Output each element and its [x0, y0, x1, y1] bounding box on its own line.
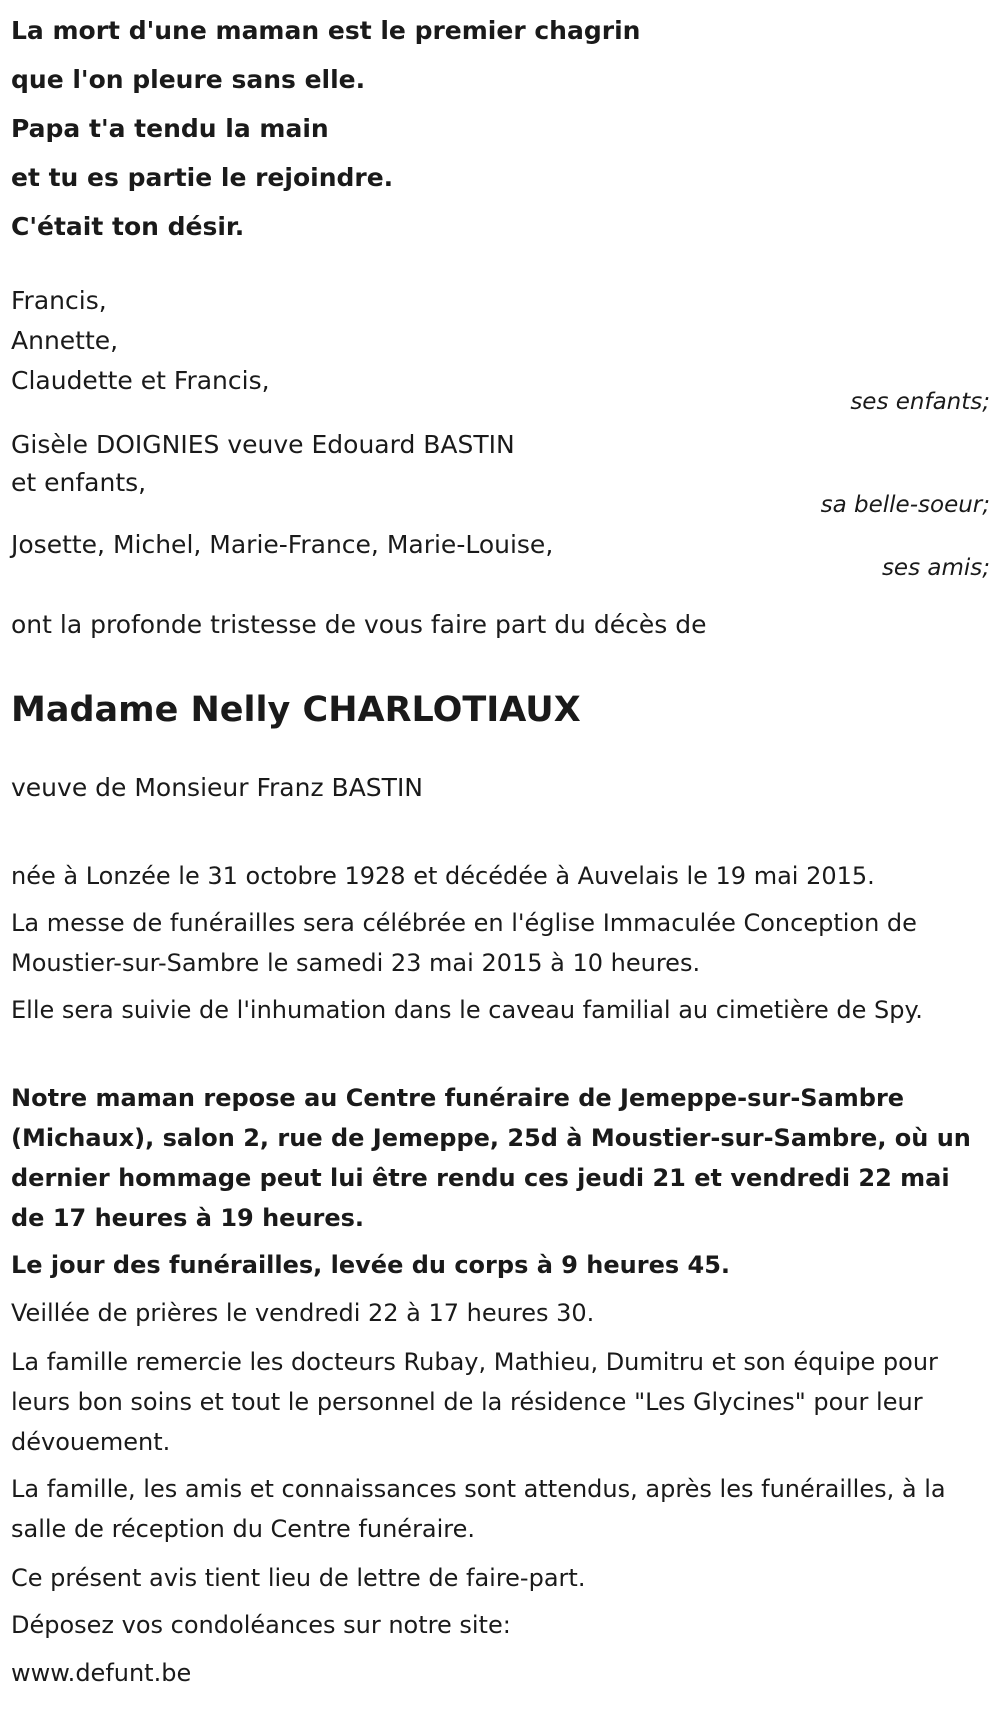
poem-line: et tu es partie le rejoindre. — [11, 163, 394, 192]
sister-in-law-name: Gisèle DOIGNIES veuve Edouard BASTIN — [11, 430, 515, 459]
friends-names: Josette, Michel, Marie-France, Marie-Louise, — [11, 530, 554, 559]
child-name: Annette, — [11, 326, 119, 355]
child-name: Francis, — [11, 286, 107, 315]
sister-in-law-extra: et enfants, — [11, 468, 147, 497]
widow-of: veuve de Monsieur Franz BASTIN — [11, 773, 424, 802]
repose-paragraph: Notre maman repose au Centre funéraire de Jemeppe-sur-Sambre (Michaux), salon 2, rue de Jemeppe, 25d à Moustier-sur-Sambre, où un dernier hommage peut lui être rendu ces jeudi 21 et vendredi 22 mai de 17 heures à 19 heures. — [11, 1084, 971, 1232]
poem-line: C'était ton désir. — [11, 212, 245, 241]
thanks-paragraph: La famille remercie les docteurs Rubay, Mathieu, Dumitru et son équipe pour leurs bon soins et tout le personnel de la résidence "Les Glycines" pour leur dévouement. — [11, 1348, 938, 1456]
deceased-name: Madame Nelly CHARLOTIAUX — [11, 690, 581, 730]
announcement-intro: ont la profonde tristesse de vous faire part du décès de — [11, 610, 707, 639]
opening-poem — [11, 6, 911, 251]
notice-paragraph: Ce présent avis tient lieu de lettre de faire-part. — [11, 1564, 586, 1592]
levee-paragraph: Le jour des funérailles, levée du corps à 9 heures 45. — [11, 1251, 731, 1279]
child-name: Claudette et Francis, — [11, 366, 270, 395]
birth-death-paragraph: née à Lonzée le 31 octobre 1928 et décédée à Auvelais le 19 mai 2015. — [11, 862, 875, 890]
vigil-paragraph: Veillée de prières le vendredi 22 à 17 heures 30. — [11, 1299, 595, 1327]
burial-paragraph: Elle sera suivie de l'inhumation dans le caveau familial au cimetière de Spy. — [11, 996, 923, 1024]
mass-paragraph: La messe de funérailles sera célébrée en l'église Immaculée Conception de Moustier-sur-Sambre le samedi 23 mai 2015 à 10 heures. — [11, 909, 917, 977]
condolences-paragraph: Déposez vos condoléances sur notre site: — [11, 1611, 511, 1639]
reception-paragraph: La famille, les amis et connaissances sont attendus, après les funérailles, à la salle de réception du Centre funéraire. — [11, 1475, 946, 1543]
website-link[interactable]: www.defunt.be — [11, 1659, 192, 1687]
sister-in-law-relation: sa belle-soeur; — [820, 492, 990, 518]
poem-line: La mort d'une maman est le premier chagrin — [11, 16, 641, 45]
poem-line: Papa t'a tendu la main — [11, 114, 329, 143]
friends-relation: ses amis; — [881, 555, 990, 581]
children-relation: ses enfants; — [850, 389, 990, 415]
poem-line: que l'on pleure sans elle. — [11, 65, 366, 94]
